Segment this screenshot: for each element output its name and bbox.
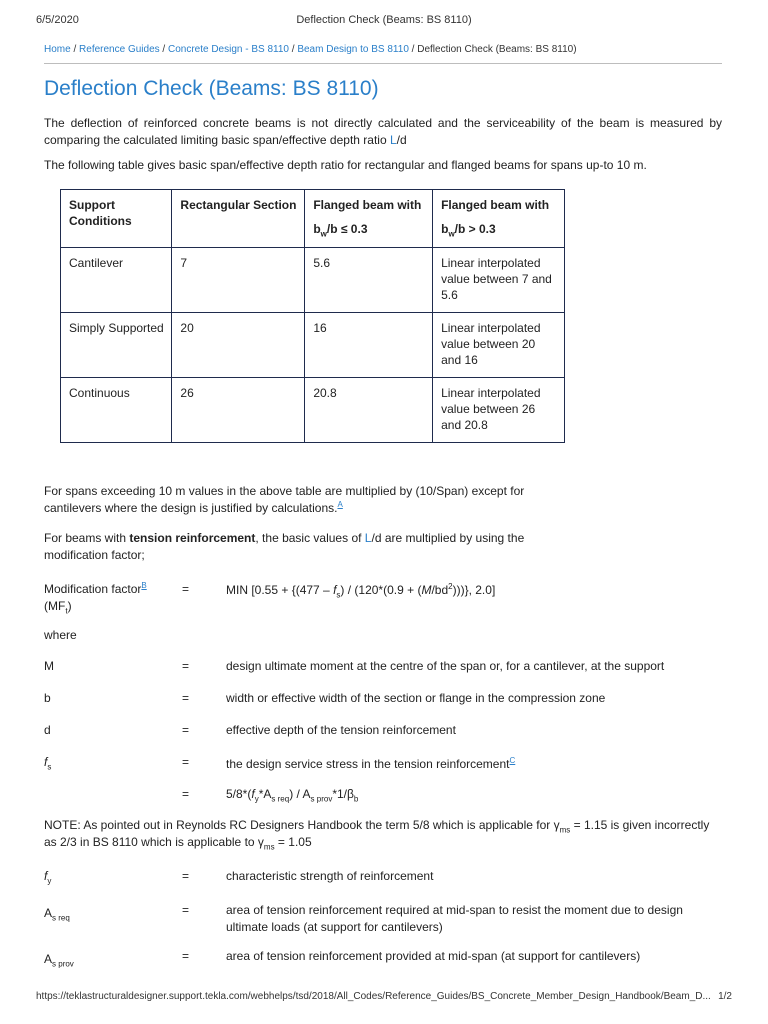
print-title: Deflection Check (Beams: BS 8110): [296, 14, 472, 26]
table-intro-paragraph: The following table gives basic span/effective depth ratio for rectangular and flanged beams for spans up-to 10 m.: [44, 158, 647, 172]
footnote-link-b[interactable]: B: [141, 581, 147, 590]
cell-rect: 20: [172, 313, 305, 378]
cell-flanged-2: Linear interpolated value between 26 and 20.8: [433, 378, 565, 443]
source-url: https://teklastructuraldesigner.support.tekla.com/webhelps/tsd/2018/All_Codes/Reference_Guides/BS_Concrete_Member_Design_Handbook/Beam_D...: [36, 991, 711, 1002]
breadcrumb-separator: /: [411, 44, 415, 55]
span-depth-ratio-table: [60, 189, 565, 443]
footnote-link-c[interactable]: C: [509, 756, 516, 765]
span-note: For spans exceeding 10 m values in the above table are multiplied by (10/Span) except for cantilevers where the design is justified by calculations.$^A$: [44, 484, 525, 515]
definitions: [44, 581, 722, 969]
table-row: [61, 378, 565, 443]
table-row: [61, 248, 565, 313]
mf-formula: MIN [$0.55 + \{(477 - f_s) / (120*(0.9 + (M/bd^2)))\}$, 2.0]: [226, 582, 496, 600]
where-label: where: [44, 628, 77, 642]
def-fs-formula: = $5/8*(f_y*A_{s req}) / A_{s prov}*1/\beta_b$: [182, 787, 359, 804]
breadcrumb-separator: /: [162, 44, 166, 55]
table-row: [61, 313, 565, 378]
cell-flanged-2: Linear interpolated value between 7 and 5.6: [433, 248, 565, 313]
footnote-link-a[interactable]: A: [337, 500, 343, 509]
breadcrumb-home[interactable]: Home: [44, 44, 71, 55]
page-number: 1/2: [718, 991, 732, 1002]
cell-support: Continuous: [61, 378, 172, 443]
cell-flanged-1: 16: [305, 313, 433, 378]
header-rectangular-section: Rectangular Section: [172, 190, 305, 248]
tension-note: For beams with tension reinforcement, the basic values of L/d are multiplied by using the modification factor;: [44, 531, 525, 562]
def-as-prov: $A_{s prov}$ = area of tension reinforcement provided at mid-span (at support for cantilevers): [44, 949, 641, 969]
breadcrumb: [44, 44, 722, 64]
def-fy: $f_y$ = characteristic strength of reinforcement: [44, 869, 434, 886]
def-d: d = effective depth of the tension reinforcement: [44, 723, 456, 737]
cell-flanged-2: Linear interpolated value between 20 and 16: [433, 313, 565, 378]
symbol-L: L: [389, 133, 397, 147]
def-fs: $f_s$ = the design service stress in the tension reinforcement$^C$: [44, 755, 516, 772]
print-date: 6/5/2020: [36, 14, 79, 26]
cell-rect: 7: [172, 248, 305, 313]
breadcrumb-separator: /: [291, 44, 295, 55]
print-header: [36, 14, 732, 30]
breadcrumb-concrete-design[interactable]: Concrete Design - BS 8110: [167, 44, 289, 55]
cell-support: Simply Supported: [61, 313, 172, 378]
breadcrumb-current: Deflection Check (Beams: BS 8110): [417, 44, 577, 55]
cell-support: Cantilever: [61, 248, 172, 313]
header-flanged-le-0-3: Flanged beam with $b_w/b \le 0.3$: [305, 190, 433, 248]
def-b: b = width or effective width of the section or flange in the compression zone: [44, 691, 606, 705]
cell-flanged-1: 5.6: [305, 248, 433, 313]
breadcrumb-beam-design[interactable]: Beam Design to BS 8110: [297, 44, 409, 55]
def-as-req: $A_{s req}$ = area of tension reinforcement required at mid-span to resist the moment due to design ultimate loads (at support for cantilevers): [44, 903, 683, 934]
intro-paragraph: The deflection of reinforced concrete beams is not directly calculated and the serviceability of the beam is measured by comparing the calculated limiting basic span/effective depth ratio L/d: [44, 116, 722, 147]
breadcrumb-separator: /: [73, 44, 77, 55]
breadcrumb-reference-guides[interactable]: Reference Guides: [79, 44, 160, 55]
print-footer: [36, 991, 732, 1007]
page-content: [44, 44, 722, 969]
table-header-row: [61, 190, 565, 248]
gamma-note: NOTE: As pointed out in Reynolds RC Designers Handbook the term 5/8 which is applicable for $\gamma_{ms} = 1.15$ is given incorrectly as 2/3 in BS 8110 which is applicable to $\gamma_{ms} = 1.05$: [44, 818, 710, 852]
header-support-conditions: Support Conditions: [61, 190, 172, 248]
cell-flanged-1: 20.8: [305, 378, 433, 443]
page-title: Deflection Check (Beams: BS 8110): [44, 77, 379, 100]
def-M: M = design ultimate moment at the centre of the span or, for a cantilever, at the support: [44, 659, 665, 673]
cell-rect: 26: [172, 378, 305, 443]
def-modification-factor: Modification factor$^B$ $(MF_t)$ = MIN [$0.55 + \{(477 - f_s) / (120*(0.9 + (M/bd^2)))\}$, 2.0]: [44, 581, 722, 615]
header-flanged-gt-0-3: Flanged beam with $b_w/b > 0.3$: [433, 190, 565, 248]
